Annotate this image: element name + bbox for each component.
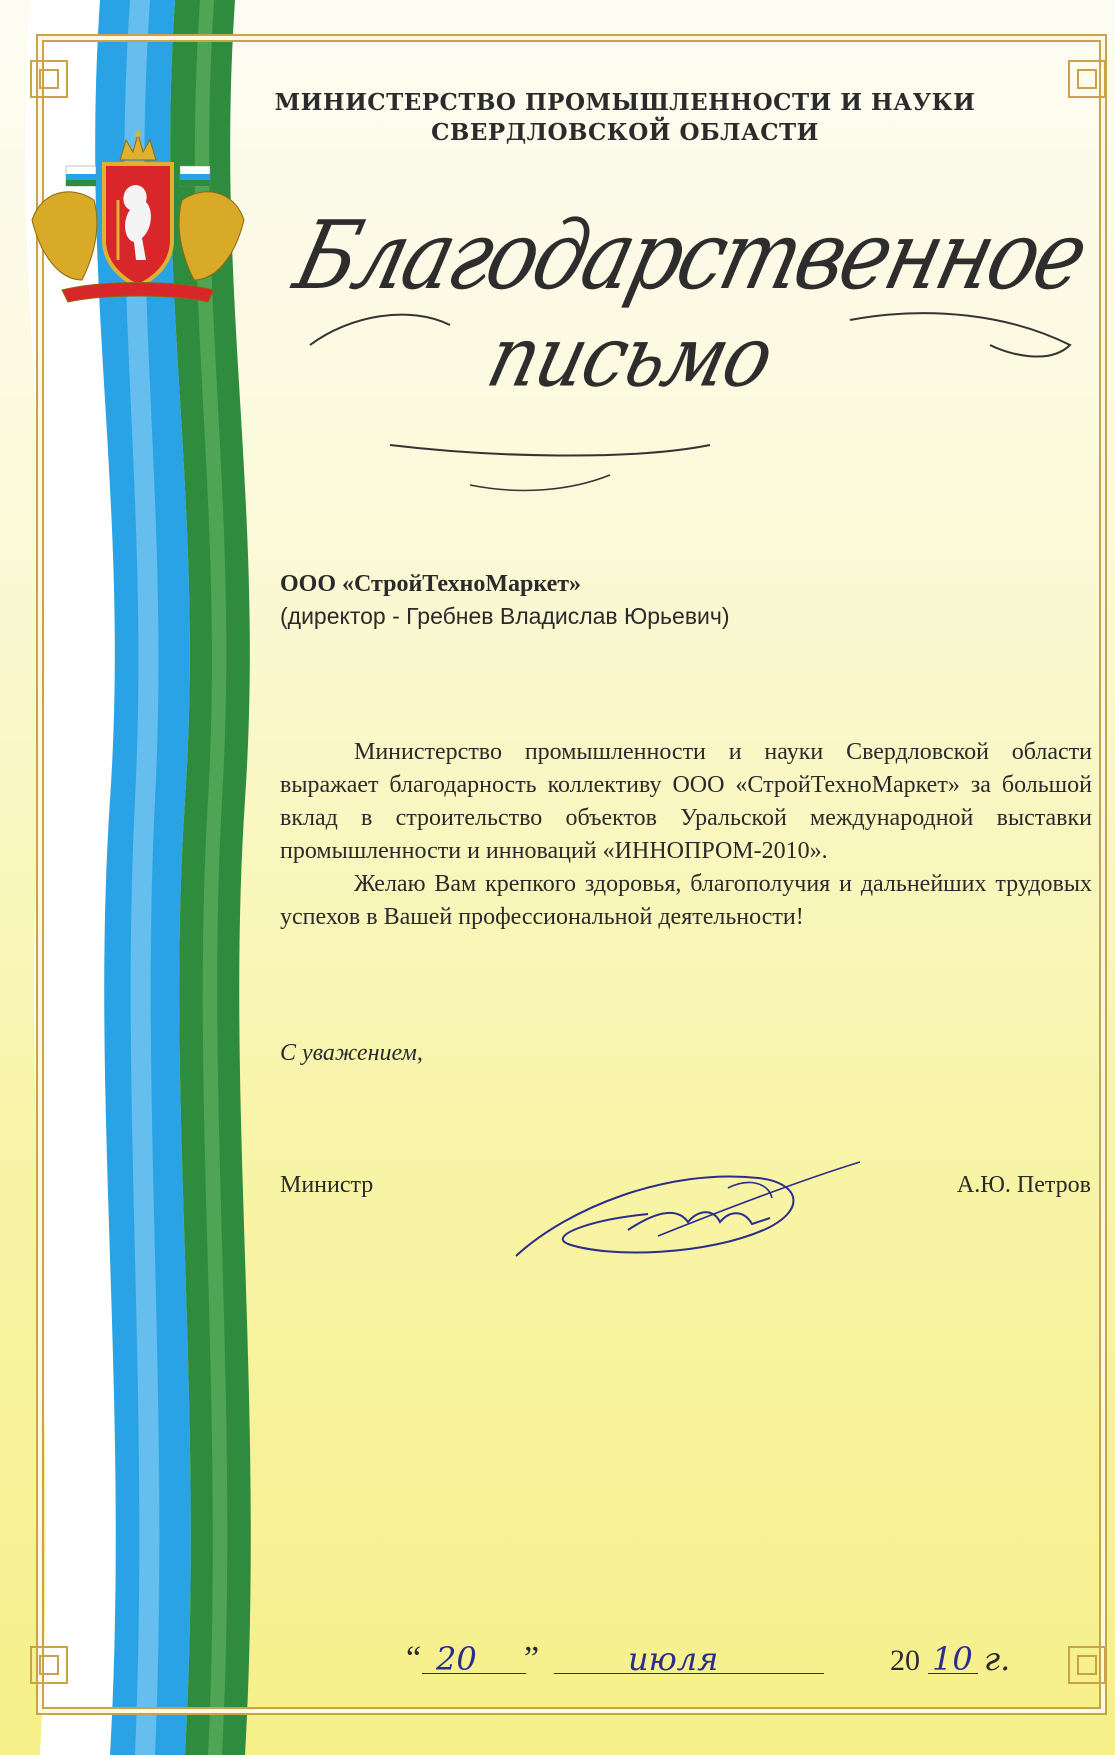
letter-title [284,201,1096,406]
letter-body [280,736,1092,934]
date-close-quote: ” [524,1640,540,1677]
body-paragraph-2: Желаю Вам крепкого здоровья, благополучия и дальнейших трудовых успехов в Вашей профессиональной деятельности! [280,871,1092,930]
frame-corner-top-left [30,60,68,98]
letter-title-line1: Благодарственное [284,201,1096,312]
date-year-suffix: 10 [932,1640,973,1678]
date-year-prefix: 20 [890,1644,920,1677]
date-line [406,1630,1046,1678]
date-open-quote: “ [406,1640,422,1677]
frame-corner-top-right [1068,60,1106,98]
ministry-header-line1: МИНИСТЕРСТВО ПРОМЫШЛЕННОСТИ И НАУКИ [274,89,976,116]
letter-title-line2: письмо [478,307,782,406]
closing-regards: С уважением, [280,1040,423,1066]
date-year-underline [928,1673,978,1674]
recipient-block [280,568,730,632]
date-day: 20 [436,1640,477,1678]
date-month-underline [554,1673,824,1674]
signature-icon [508,1148,868,1268]
ministry-header-line2: СВЕРДЛОВСКОЙ ОБЛАСТИ [431,119,819,146]
recipient-organization: ООО «СтройТехноМаркет» [280,571,582,597]
recipient-director: (директор - Гребнев Владислав Юрьевич) [280,603,730,629]
date-year-mark: г. [984,1640,1011,1678]
signer-name: А.Ю. Петров [956,1172,1091,1198]
coat-of-arms-icon [22,130,254,310]
body-paragraph-1: Министерство промышленности и науки Свердловской области выражает благодарность коллективу ООО «СтройТехноМаркет» за большой вклад в строительство объектов Уральской международной выставки промышленности и инноваций «ИННОПРОМ-2010». [280,739,1092,864]
ministry-header [250,88,1000,148]
signer-position: Министр [280,1172,374,1198]
frame-corner-bottom-right [1068,1646,1106,1684]
date-day-underline [422,1673,526,1674]
frame-corner-bottom-left [30,1646,68,1684]
date-month: июля [628,1640,719,1678]
